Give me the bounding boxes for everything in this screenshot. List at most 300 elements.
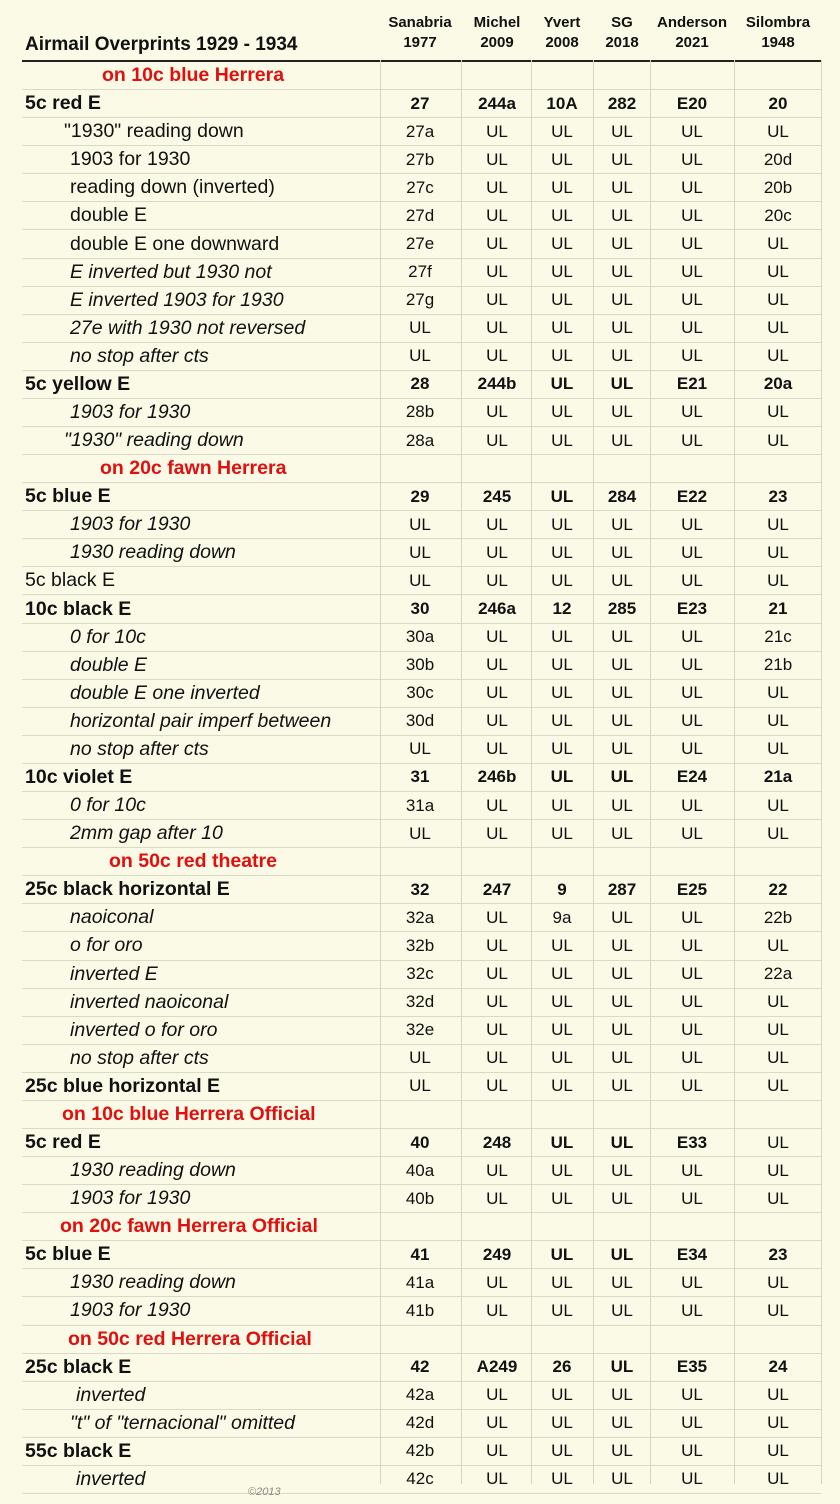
table-row: [22, 764, 821, 792]
stamp-label: horizontal pair imperf between: [70, 709, 332, 732]
stamp-label: 5c red E: [25, 1131, 101, 1153]
catalogue-number: UL: [486, 1020, 508, 1040]
catalogue-number: UL: [681, 907, 703, 927]
catalogue-number: 31: [410, 767, 430, 787]
catalogue-number: 29: [410, 486, 430, 506]
catalogue-number: 23: [768, 486, 788, 506]
catalogue-number: UL: [551, 1076, 573, 1096]
catalogue-number: UL: [611, 683, 633, 703]
catalogue-number: UL: [681, 1272, 703, 1292]
catalogue-number: UL: [681, 992, 703, 1012]
stamp-label: 0 for 10c: [70, 625, 146, 648]
catalogue-number: UL: [681, 570, 703, 590]
catalogue-number: UL: [611, 1441, 633, 1461]
catalogue-number: UL: [611, 823, 633, 843]
catalogue-number: UL: [610, 374, 634, 394]
catalogue-number: UL: [767, 1441, 789, 1461]
catalogue-number: UL: [681, 290, 703, 310]
catalogue-number: UL: [409, 542, 431, 562]
catalogue-number: 246b: [477, 767, 517, 787]
catalogue-number: 282: [607, 93, 637, 113]
stamp-label: 1903 for 1930: [70, 1187, 191, 1210]
table-row: [22, 1410, 821, 1438]
catalogue-number: UL: [611, 234, 633, 253]
table-row: [22, 343, 821, 371]
catalogue-number: UL: [486, 1272, 508, 1292]
catalogue-number: UL: [551, 935, 573, 955]
stamp-label: 25c black E: [25, 1355, 132, 1378]
catalogue-number: UL: [551, 683, 573, 703]
catalogue-number: 21a: [763, 767, 793, 787]
column-year: 2021: [675, 34, 709, 51]
table-title: Airmail Overprints 1929 - 1934: [25, 34, 298, 55]
catalogue-number: UL: [681, 318, 703, 338]
catalogue-number: UL: [767, 430, 789, 450]
catalogue-number: UL: [486, 1160, 508, 1180]
stamp-label: inverted o for oro: [70, 1018, 218, 1041]
catalogue-number: UL: [767, 402, 789, 422]
catalogue-number: 285: [607, 599, 637, 619]
catalogue-number: UL: [551, 964, 573, 984]
catalogue-number: 41b: [405, 1300, 435, 1320]
catalogue-number: UL: [681, 262, 703, 282]
catalogue-number: A249: [476, 1357, 518, 1377]
catalogue-number: 10A: [546, 93, 578, 113]
catalogue-number: UL: [409, 739, 431, 759]
catalogue-number: 32: [410, 879, 430, 899]
catalogue-number: E24: [676, 767, 708, 787]
catalogue-number: 244b: [477, 374, 517, 394]
catalogue-number: UL: [681, 1160, 703, 1180]
catalogue-number: UL: [611, 149, 633, 169]
catalogue-number: E21: [676, 374, 708, 394]
catalogue-number: UL: [681, 1385, 703, 1405]
catalogue-number: 32a: [405, 907, 435, 927]
stamp-label: 1903 for 1930: [70, 1299, 191, 1322]
catalogue-number: UL: [767, 1020, 789, 1040]
catalogue-number: 24: [768, 1357, 788, 1377]
column-year: 2009: [480, 34, 514, 51]
stamp-label: 5c yellow E: [25, 372, 131, 395]
table-row: [22, 202, 821, 230]
catalogue-number: 30d: [405, 711, 435, 731]
catalogue-number: UL: [767, 823, 789, 843]
catalogue-number: UL: [551, 627, 573, 647]
table-row: [22, 1157, 821, 1185]
stamp-label: 1930 reading down: [70, 541, 236, 564]
catalogue-number: 12: [552, 599, 572, 619]
catalogue-number: UL: [611, 1188, 633, 1208]
catalogue-number: UL: [611, 1300, 633, 1320]
table-row: [22, 146, 821, 174]
catalogue-number: UL: [767, 1413, 789, 1433]
catalogue-number: 247: [482, 879, 512, 899]
table-row: [22, 511, 821, 539]
catalogue-number: UL: [409, 346, 431, 366]
stamp-label: "t" of "ternacional" omitted: [70, 1411, 295, 1434]
catalogue-number: 244a: [478, 93, 516, 113]
catalogue-number: UL: [551, 542, 573, 562]
catalogue-number: UL: [681, 964, 703, 984]
stamp-label: 0 for 10c: [70, 794, 146, 817]
column-divider: [531, 60, 532, 1484]
section-heading: on 20c fawn Herrera: [100, 457, 287, 480]
catalogue-number: 28b: [405, 402, 435, 422]
catalogue-number: 42a: [405, 1385, 435, 1405]
table-row: [22, 624, 821, 652]
table-row: [22, 1017, 821, 1045]
column-divider: [821, 60, 822, 1484]
stamp-label: 55c black E: [25, 1439, 132, 1462]
column-divider: [461, 60, 462, 1484]
table-row: [22, 567, 821, 595]
section-heading-row: [22, 455, 821, 483]
catalogue-number: UL: [767, 121, 789, 141]
catalogue-number: UL: [486, 149, 508, 169]
column-divider: [380, 60, 381, 1484]
table-row: [22, 1241, 821, 1269]
catalogue-number: 28: [410, 374, 430, 394]
table-row: [22, 1269, 821, 1297]
catalogue-number: UL: [681, 430, 703, 450]
catalogue-number: UL: [409, 514, 431, 534]
catalogue-number: UL: [681, 1469, 703, 1489]
catalogue-number: UL: [681, 1048, 703, 1068]
stamp-label: 10c violet E: [25, 765, 133, 788]
catalogue-number: UL: [681, 205, 703, 225]
catalogue-number: UL: [611, 964, 633, 984]
catalogue-number: UL: [767, 1272, 789, 1292]
catalogue-number: UL: [681, 739, 703, 759]
catalogue-number: UL: [611, 1160, 633, 1180]
column-divider: [734, 60, 735, 1484]
catalogue-number: 42d: [405, 1413, 435, 1433]
catalogue-number: UL: [767, 1385, 789, 1405]
catalogue-number: UL: [551, 514, 573, 534]
catalogue-number: UL: [486, 430, 508, 450]
catalogue-number: 27: [410, 93, 430, 113]
catalogue-number: UL: [611, 177, 633, 197]
stamp-label: 10c black E: [25, 597, 132, 620]
catalogue-number: E34: [676, 1244, 708, 1264]
catalogue-number: 20a: [763, 374, 793, 394]
catalogue-number: UL: [486, 627, 508, 647]
section-heading-row: [22, 1213, 821, 1241]
stamp-label: 1930 reading down: [70, 1159, 236, 1182]
catalogue-number: UL: [767, 514, 789, 534]
catalogue-number: UL: [611, 992, 633, 1012]
section-heading-row: [22, 848, 821, 876]
catalogue-number: 27e: [405, 234, 435, 253]
catalogue-number: UL: [611, 1048, 633, 1068]
table-row: [22, 1466, 821, 1494]
catalogue-number: 40: [410, 1132, 430, 1152]
catalogue-number: UL: [767, 1048, 789, 1068]
catalogue-number: UL: [551, 262, 573, 282]
catalogue-number: UL: [550, 486, 574, 506]
catalogue-number: UL: [486, 1300, 508, 1320]
catalogue-number: UL: [611, 1020, 633, 1040]
stamp-label: 27e with 1930 not reversed: [70, 316, 306, 339]
catalogue-number: UL: [551, 992, 573, 1012]
section-heading: on 10c blue Herrera: [102, 64, 285, 87]
catalogue-number: UL: [681, 514, 703, 534]
catalogue-number: UL: [551, 318, 573, 338]
column-divider: [650, 60, 651, 1484]
section-heading: on 20c fawn Herrera Official: [60, 1215, 318, 1238]
catalogue-number: UL: [610, 767, 634, 787]
section-heading-row: [22, 1326, 821, 1354]
column-header: [647, 13, 737, 53]
catalogue-number: 42: [410, 1357, 430, 1377]
catalogue-number: UL: [486, 711, 508, 731]
table-row: [22, 230, 821, 258]
table-row: [22, 259, 821, 287]
catalogue-number: UL: [681, 1413, 703, 1433]
catalogue-number: 284: [607, 486, 637, 506]
catalogue-number: UL: [681, 1441, 703, 1461]
catalogue-number: UL: [551, 1188, 573, 1208]
table-row: [22, 483, 821, 511]
catalogue-number: UL: [486, 121, 508, 141]
section-heading-row: [22, 1101, 821, 1129]
catalogue-number: UL: [767, 935, 789, 955]
catalogue-number: UL: [767, 1076, 789, 1096]
catalogue-number: 22a: [763, 964, 793, 984]
section-heading: on 50c red theatre: [109, 850, 277, 873]
table-header: [22, 0, 821, 62]
catalogue-number: UL: [551, 402, 573, 422]
catalogue-number: UL: [681, 655, 703, 675]
catalogue-number: UL: [486, 739, 508, 759]
catalogue-number: UL: [486, 290, 508, 310]
catalogue-number: 20c: [764, 205, 792, 225]
catalogue-number: UL: [486, 935, 508, 955]
catalogue-number: 32e: [405, 1020, 435, 1040]
table-row: [22, 989, 821, 1017]
column-year: 2008: [545, 34, 579, 51]
stamp-label: "1930" reading down: [64, 120, 244, 143]
catalogue-number: UL: [681, 795, 703, 815]
catalogue-number: UL: [611, 795, 633, 815]
table-row: [22, 1438, 821, 1466]
catalogue-number: UL: [486, 964, 508, 984]
overprint-table: [22, 0, 821, 1494]
catalogue-number: UL: [611, 1385, 633, 1405]
catalogue-number: 22: [768, 879, 788, 899]
catalogue-number: UL: [409, 318, 431, 338]
catalogue-number: 20b: [763, 177, 793, 197]
stamp-label: 5c red E: [25, 92, 101, 115]
section-heading-row: [22, 62, 821, 90]
stamp-label: o for oro: [70, 934, 143, 957]
table-row: [22, 1185, 821, 1213]
stamp-label: E inverted 1903 for 1930: [70, 288, 284, 311]
catalogue-number: UL: [409, 570, 431, 590]
column-name: SG: [611, 14, 633, 31]
catalogue-number: UL: [681, 402, 703, 422]
stamp-label: 25c black horizontal E: [25, 878, 230, 901]
stamp-label: double E: [70, 204, 147, 227]
catalogue-number: UL: [681, 1076, 703, 1096]
catalogue-number: UL: [611, 907, 633, 927]
catalogue-number: UL: [486, 234, 508, 253]
catalogue-number: UL: [551, 177, 573, 197]
stamp-label: reading down (inverted): [70, 176, 275, 199]
catalogue-number: 32c: [406, 964, 434, 984]
catalogue-number: 30: [410, 599, 430, 619]
table-row: [22, 1073, 821, 1101]
catalogue-number: 30a: [405, 627, 435, 647]
catalogue-number: UL: [610, 1357, 634, 1377]
catalogue-number: 42c: [406, 1469, 434, 1489]
catalogue-number: UL: [681, 1020, 703, 1040]
catalogue-number: UL: [551, 430, 573, 450]
catalogue-number: UL: [551, 1385, 573, 1405]
catalogue-number: UL: [551, 655, 573, 675]
table-row: [22, 708, 821, 736]
catalogue-number: UL: [486, 823, 508, 843]
catalogue-number: UL: [551, 739, 573, 759]
catalogue-number: UL: [681, 683, 703, 703]
catalogue-number: 27g: [405, 290, 435, 310]
catalogue-number: 41: [410, 1244, 430, 1264]
column-name: Anderson: [656, 14, 727, 31]
stamp-label: 25c blue horizontal E: [25, 1074, 221, 1097]
catalogue-number: 9a: [552, 907, 572, 927]
table-body: [22, 62, 821, 1494]
catalogue-number: UL: [767, 234, 789, 253]
catalogue-number: UL: [611, 542, 633, 562]
catalogue-number: UL: [611, 1272, 633, 1292]
catalogue-number: 287: [607, 879, 637, 899]
table-row: [22, 1382, 821, 1410]
catalogue-number: UL: [486, 1385, 508, 1405]
catalogue-number: UL: [767, 1132, 789, 1152]
catalogue-number: UL: [681, 935, 703, 955]
catalogue-number: UL: [486, 1076, 508, 1096]
catalogue-number: UL: [551, 346, 573, 366]
catalogue-number: UL: [610, 1244, 634, 1264]
stamp-label: inverted E: [70, 962, 158, 985]
stamp-label: inverted naoiconal: [70, 990, 229, 1013]
table-row: [22, 680, 821, 708]
catalogue-number: 27b: [405, 149, 435, 169]
table-row: [22, 1354, 821, 1382]
catalogue-number: UL: [611, 1413, 633, 1433]
stamp-label: 5c blue E: [25, 1243, 111, 1266]
section-heading: on 50c red Herrera Official: [68, 1327, 312, 1350]
table-row: [22, 1129, 821, 1157]
catalogue-number: UL: [486, 1413, 508, 1433]
catalogue-number: UL: [486, 570, 508, 590]
catalogue-number: 40a: [405, 1160, 435, 1180]
catalogue-number: UL: [611, 318, 633, 338]
catalogue-number: UL: [681, 542, 703, 562]
catalogue-number: 23: [768, 1244, 788, 1264]
table-row: [22, 287, 821, 315]
column-name: Michel: [473, 14, 521, 31]
catalogue-number: UL: [550, 1244, 574, 1264]
catalogue-number: UL: [486, 1048, 508, 1068]
copyright-note: ©2013: [248, 1486, 281, 1498]
stamp-label: double E one inverted: [70, 681, 260, 704]
table-row: [22, 820, 821, 848]
stamp-label: double E: [70, 653, 147, 676]
catalogue-number: UL: [551, 1300, 573, 1320]
catalogue-number: UL: [551, 1048, 573, 1068]
catalogue-number: UL: [681, 346, 703, 366]
catalogue-number: UL: [767, 542, 789, 562]
catalogue-number: UL: [681, 177, 703, 197]
table-row: [22, 652, 821, 680]
catalogue-number: 27a: [405, 121, 435, 141]
catalogue-number: UL: [681, 627, 703, 647]
catalogue-number: UL: [486, 683, 508, 703]
catalogue-number: UL: [767, 1469, 789, 1489]
catalogue-number: UL: [611, 514, 633, 534]
catalogue-number: E20: [676, 93, 708, 113]
catalogue-number: UL: [611, 1076, 633, 1096]
catalogue-number: 27c: [406, 177, 434, 197]
table-row: [22, 371, 821, 399]
table-row: [22, 174, 821, 202]
catalogue-number: UL: [551, 795, 573, 815]
catalogue-number: UL: [486, 177, 508, 197]
catalogue-number: E23: [676, 599, 708, 619]
table-row: [22, 1045, 821, 1073]
catalogue-number: UL: [551, 1441, 573, 1461]
catalogue-number: UL: [550, 374, 574, 394]
stamp-label: inverted: [76, 1383, 146, 1406]
catalogue-number: UL: [486, 992, 508, 1012]
catalogue-number: UL: [767, 739, 789, 759]
catalogue-number: 27f: [408, 262, 432, 282]
table-row: [22, 539, 821, 567]
catalogue-number: UL: [486, 907, 508, 927]
catalogue-number: 31a: [405, 795, 435, 815]
column-header: [733, 13, 823, 53]
catalogue-number: UL: [551, 1272, 573, 1292]
catalogue-number: 9: [557, 879, 567, 899]
catalogue-number: 30c: [406, 683, 434, 703]
catalogue-number: UL: [767, 1188, 789, 1208]
stamp-label: E inverted but 1930 not: [70, 260, 272, 283]
catalogue-number: UL: [486, 795, 508, 815]
catalogue-number: UL: [767, 262, 789, 282]
column-name: Sanabria: [388, 14, 452, 31]
catalogue-number: UL: [611, 655, 633, 675]
catalogue-number: UL: [767, 1300, 789, 1320]
catalogue-number: UL: [409, 1076, 431, 1096]
catalogue-number: E33: [676, 1132, 708, 1152]
catalogue-number: UL: [681, 149, 703, 169]
table-row: [22, 595, 821, 623]
table-row: [22, 315, 821, 343]
catalogue-number: 26: [552, 1357, 572, 1377]
stamp-label: 5c black E: [25, 569, 115, 592]
catalogue-number: UL: [551, 823, 573, 843]
catalogue-number: UL: [681, 823, 703, 843]
catalogue-number: E35: [676, 1357, 708, 1377]
stamp-label: no stop after cts: [70, 344, 209, 367]
catalogue-number: 40b: [405, 1188, 435, 1208]
table-row: [22, 399, 821, 427]
catalogue-number: UL: [551, 570, 573, 590]
table-row: [22, 1297, 821, 1325]
catalogue-number: UL: [486, 346, 508, 366]
catalogue-number: UL: [551, 1469, 573, 1489]
